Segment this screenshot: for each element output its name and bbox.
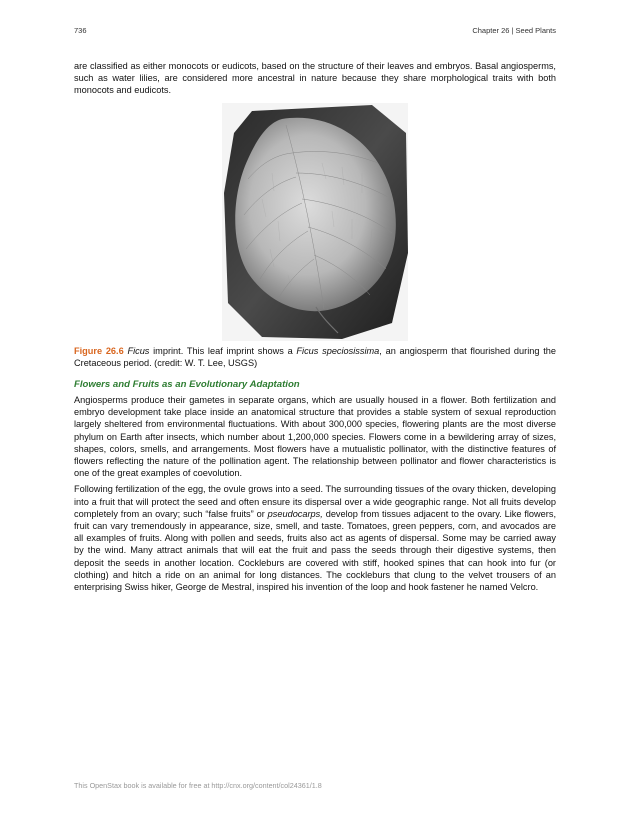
- caption-text-a: imprint. This leaf imprint shows a: [149, 345, 297, 356]
- leaf-fossil-image: [222, 103, 408, 341]
- pseudocarps-term: pseudocarps,: [267, 508, 323, 519]
- caption-text-b: , an angiosperm that flourished during the Cretaceous period. (credit: W. T. Lee, USGS): [74, 345, 556, 368]
- chapter-title: Chapter 26 | Seed Plants: [472, 26, 556, 35]
- section-paragraph-1: Angiosperms produce their gametes in separate organs, which are usually housed in a flower. Both fertilization and embryo development take place inside an anatomical structure that provides a stable system of sexual reproduction largely sheltered from environmental fluctuations. With about 300,000 species, flowering plants are the most diverse phylum on Earth after insects, which number about 1,200,000 species. Flowers come in a bewildering array of sizes, shapes, colors, smells, and arrangements. Most flowers have a mutualistic pollinator, with the distinctive features of flowers reflecting the nature of the pollination agent. The relationship between pollinator and flower characteristics is one of the great examples of coevolution.: [74, 395, 556, 479]
- intro-paragraph: are classified as either monocots or eudicots, based on the structure of their leaves and embryos. Basal angiosperms, such as water lilies, are considered more ancestral in nature because they share morphological traits with both monocots and eudicots.: [74, 61, 556, 96]
- leaf-fossil-figure: [222, 103, 408, 341]
- section-paragraph-2: [74, 483, 556, 593]
- figure-label: Figure 26.6: [74, 345, 124, 356]
- page-number: 736: [74, 26, 87, 35]
- page-content: [74, 60, 556, 597]
- figure-genus: Ficus: [127, 345, 150, 356]
- figure-species: Ficus speciosissima: [296, 345, 380, 356]
- figure-caption: [74, 345, 556, 369]
- section-heading: Flowers and Fruits as an Evolutionary Adaptation: [74, 379, 300, 391]
- paragraph-2-text-b: develop from tissues adjacent to the ovary. Like flowers, fruit can vary tremendously in appearance, size, smell, and taste. Tomatoes, green peppers, corn, and avocados are all examples of fruits. Along with pollen and seeds, fruits also act as agents of dispersal. Some may be carried away by the wind. Many attract animals that will eat the fruit and pass the seeds through their digestive systems, then deposit the seeds in another location. Cockleburs are covered with stiff, hooked spines that can hook into fur (or clothing) and hitch a ride on an animal for long distances. The cockleburs that clung to the velvet trousers of an enterprising Swiss hiker, George de Mestral, inspired his invention of the loop and hook fastener he named Velcro.: [74, 508, 556, 593]
- page-footer: This OpenStax book is available for free at http://cnx.org/content/col24361/1.8: [74, 781, 322, 790]
- paragraph-2-text-a: Following fertilization of the egg, the ovule grows into a seed. The surrounding tissues of the ovary thicken, developing into a fruit that will protect the seed and often ensure its dispersal over a wide geographic range. Not all fruits develop completely from an ovary; such “false fruits” or: [74, 484, 556, 519]
